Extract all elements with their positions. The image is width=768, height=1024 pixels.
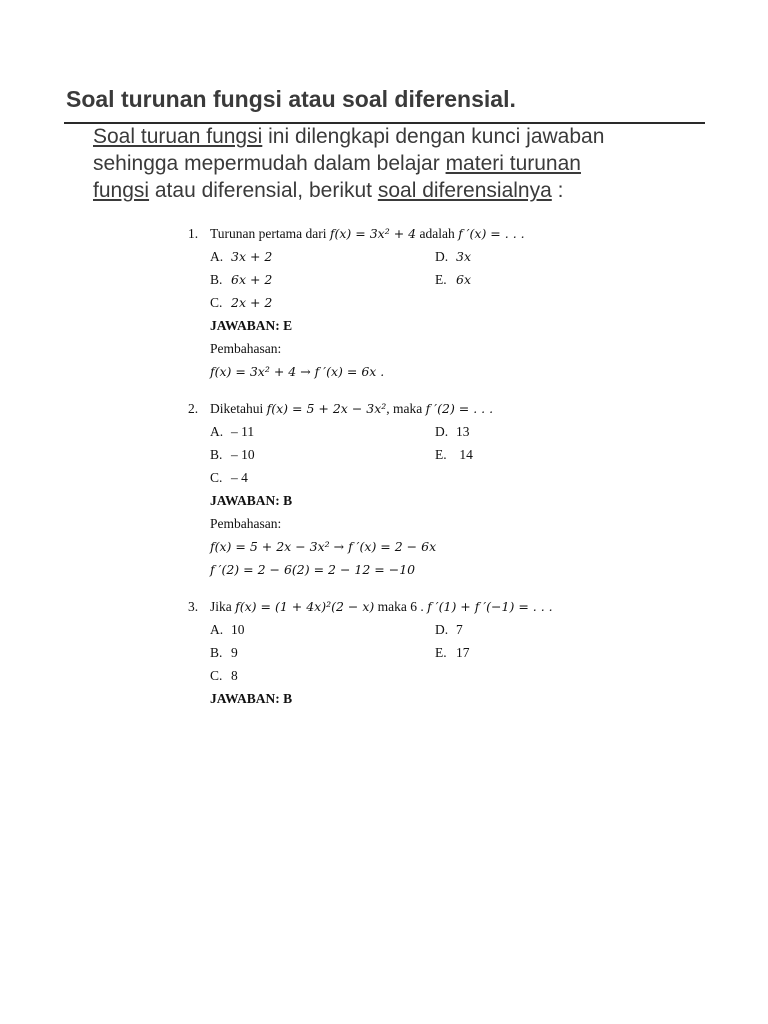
link-soal-diferensialnya[interactable]: soal diferensialnya: [377, 179, 552, 202]
intro-text-1: ini dilengkapi dengan kunci jawaban: [262, 125, 605, 148]
question-stem: Turunan pertama dari f(x) = 3x² + 4 adalah f ′(x) = . . .: [210, 226, 525, 241]
intro-text-2: sehingga mepermudah dalam belajar: [93, 152, 446, 175]
intro-paragraph: [93, 123, 693, 204]
solution-step: f ′(2) = 2 − 6(2) = 2 − 12 = −10: [210, 562, 416, 577]
question-number: 2.: [188, 401, 199, 416]
option-c: C. 2x + 2: [210, 295, 273, 310]
answer-key: JAWABAN: B: [210, 493, 293, 508]
option-row: [188, 245, 608, 268]
answer-key: JAWABAN: B: [210, 691, 293, 706]
option-b: B. – 10: [210, 447, 255, 462]
option-e: E. 14: [435, 447, 473, 462]
option-b: B. 6x + 2: [210, 272, 273, 287]
option-row: [188, 443, 608, 466]
option-d: D. 7: [435, 622, 463, 637]
option-row: [188, 618, 608, 641]
solution-step: f(x) = 3x² + 4 → f ′(x) = 6x .: [210, 364, 385, 379]
question-stem-line: [188, 397, 608, 420]
question-number: 3.: [188, 599, 199, 614]
option-d: D. 3x: [435, 249, 472, 264]
option-c: C. 8: [210, 668, 238, 683]
option-a: A. 3x + 2: [210, 249, 273, 264]
discussion-label: Pembahasan:: [210, 341, 282, 356]
question-number: 1.: [188, 226, 199, 241]
question-stem-line: [188, 222, 608, 245]
option-row: [188, 268, 608, 291]
answer-key: JAWABAN: E: [210, 318, 293, 333]
discussion-label: Pembahasan:: [210, 516, 282, 531]
intro-text-3: atau diferensial, berikut: [149, 179, 378, 202]
intro-text-4: :: [551, 179, 564, 202]
option-row: [188, 641, 608, 664]
option-a: A. 10: [210, 622, 245, 637]
question-list: [188, 222, 608, 710]
option-c: C. – 4: [210, 470, 248, 485]
solution-step: f(x) = 5 + 2x − 3x² → f ′(x) = 2 − 6x: [210, 539, 437, 554]
option-e: E. 6x: [435, 272, 472, 287]
page-title: Soal turunan fungsi atau soal diferensial.: [66, 86, 516, 112]
option-row: [188, 664, 608, 687]
option-row: [188, 291, 608, 314]
option-a: A. – 11: [210, 424, 255, 439]
option-e: E. 17: [435, 645, 470, 660]
option-d: D. 13: [435, 424, 470, 439]
option-row: [188, 420, 608, 443]
question-1: [188, 222, 608, 383]
question-stem: Diketahui f(x) = 5 + 2x − 3x², maka f ′(2) = . . .: [210, 401, 494, 416]
link-materi-turunan[interactable]: materi turunan: [445, 152, 581, 175]
option-b: B. 9: [210, 645, 238, 660]
link-soal-turuan-fungsi[interactable]: Soal turuan fungsi: [93, 125, 263, 148]
question-stem-line: [188, 595, 608, 618]
link-materi-turunan-fungsi[interactable]: fungsi: [93, 179, 150, 202]
question-stem: Jika f(x) = (1 + 4x)²(2 − x) maka 6 . f ′(1) + f ′(−1) = . . .: [210, 599, 553, 614]
question-3: [188, 595, 608, 710]
option-row: [188, 466, 608, 489]
question-2: [188, 397, 608, 581]
